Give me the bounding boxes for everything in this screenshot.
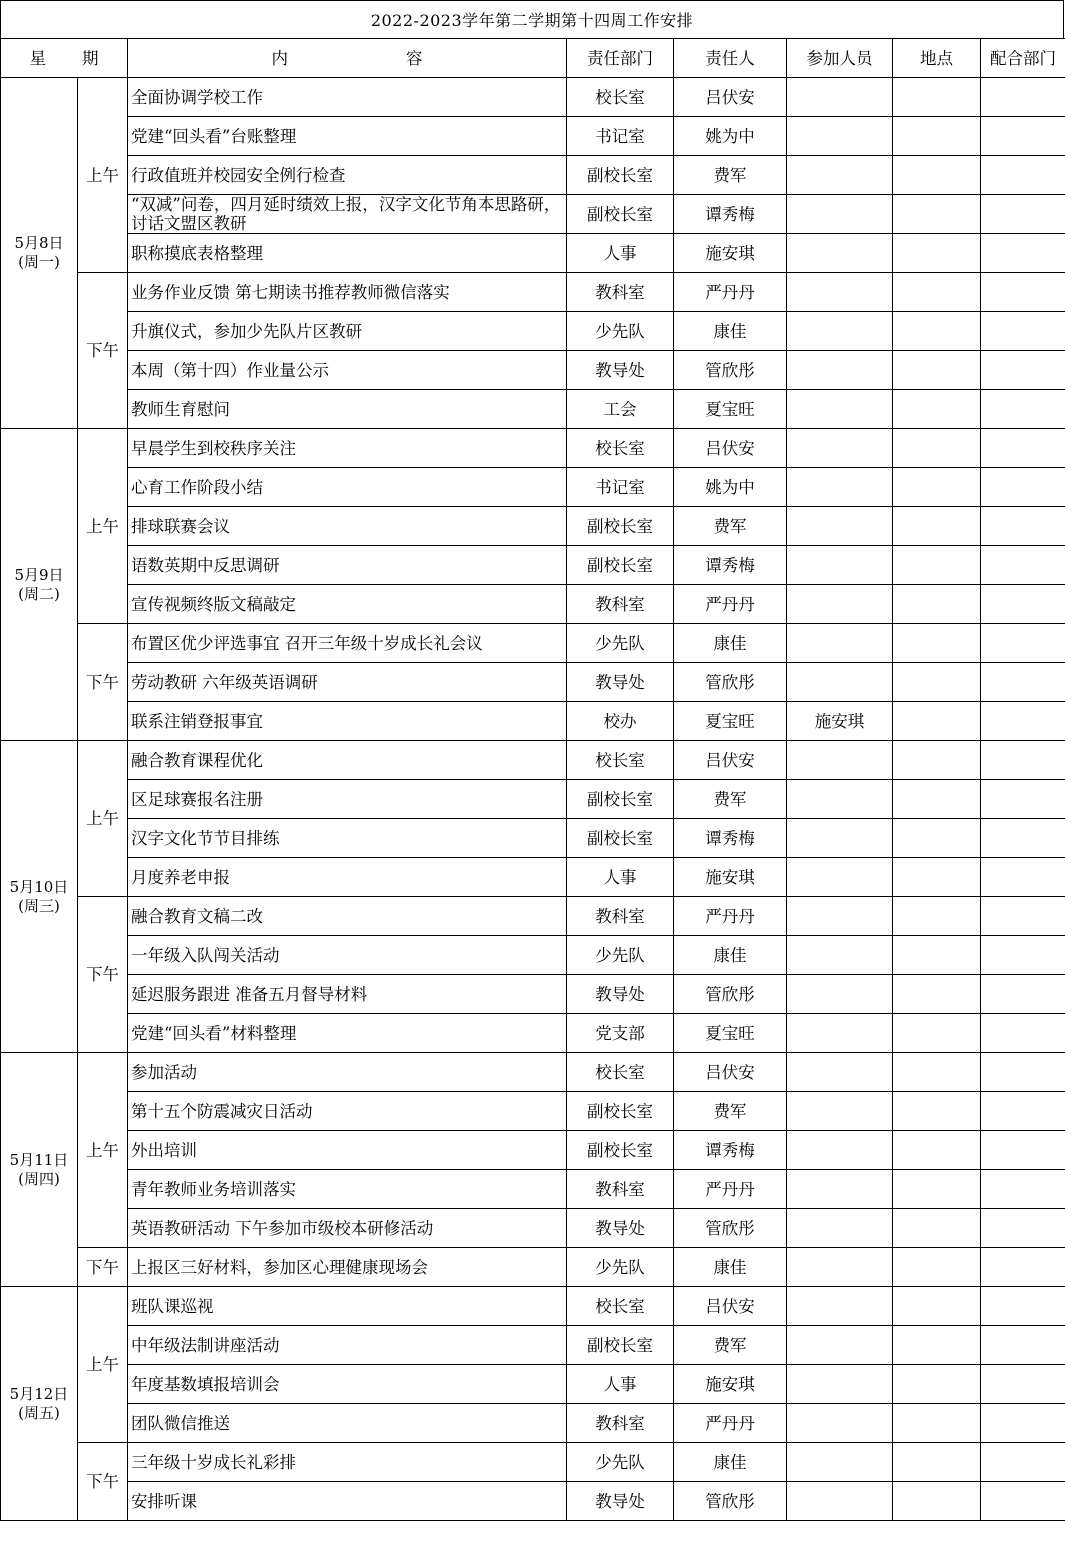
table-row — [1, 234, 1065, 273]
participants — [787, 1365, 893, 1404]
coop-dept — [981, 663, 1065, 702]
responsible-dept: 少先队 — [567, 1248, 674, 1287]
table-row — [1, 390, 1065, 429]
responsible-person: 吕伏安 — [674, 78, 787, 117]
responsible-dept: 少先队 — [567, 1443, 674, 1482]
coop-dept — [981, 507, 1065, 546]
task-content: 月度养老申报 — [128, 858, 567, 897]
responsible-dept: 书记室 — [567, 468, 674, 507]
responsible-person: 管欣彤 — [674, 1209, 787, 1248]
responsible-person: 谭秀梅 — [674, 819, 787, 858]
responsible-person: 严丹丹 — [674, 1170, 787, 1209]
day-weekday: (周一) — [18, 253, 60, 271]
day-cell — [1, 1053, 78, 1287]
location — [893, 1209, 981, 1248]
task-content: 职称摸底表格整理 — [128, 234, 567, 273]
responsible-dept: 副校长室 — [567, 546, 674, 585]
task-content: 教师生育慰问 — [128, 390, 567, 429]
table-row — [1, 897, 1065, 936]
morning-label: 上午 — [78, 1287, 128, 1443]
responsible-person: 康佳 — [674, 1443, 787, 1482]
day-cell — [1, 741, 78, 1053]
day-cell — [1, 1287, 78, 1521]
location — [893, 1248, 981, 1287]
table-row — [1, 1014, 1065, 1053]
task-content: 外出培训 — [128, 1131, 567, 1170]
participants — [787, 1209, 893, 1248]
responsible-dept: 副校长室 — [567, 507, 674, 546]
task-content: 上报区三好材料，参加区心理健康现场会 — [128, 1248, 567, 1287]
participants — [787, 897, 893, 936]
participants — [787, 1443, 893, 1482]
coop-dept — [981, 702, 1065, 741]
location — [893, 156, 981, 195]
participants — [787, 624, 893, 663]
responsible-person: 严丹丹 — [674, 273, 787, 312]
responsible-person: 管欣彤 — [674, 975, 787, 1014]
responsible-person: 吕伏安 — [674, 1053, 787, 1092]
responsible-dept: 校长室 — [567, 1053, 674, 1092]
task-content: 中年级法制讲座活动 — [128, 1326, 567, 1365]
morning-label: 上午 — [78, 429, 128, 624]
coop-dept — [981, 1326, 1065, 1365]
responsible-person: 费军 — [674, 156, 787, 195]
table-row — [1, 78, 1065, 117]
responsible-person: 费军 — [674, 507, 787, 546]
responsible-person: 谭秀梅 — [674, 195, 787, 234]
header-location: 地点 — [893, 39, 981, 78]
table-row — [1, 975, 1065, 1014]
table-row — [1, 117, 1065, 156]
participants — [787, 390, 893, 429]
responsible-person: 费军 — [674, 1326, 787, 1365]
coop-dept — [981, 741, 1065, 780]
location — [893, 468, 981, 507]
day-date: 5月11日 — [9, 1150, 69, 1169]
table-row — [1, 156, 1065, 195]
participants — [787, 1014, 893, 1053]
coop-dept — [981, 1209, 1065, 1248]
responsible-person: 夏宝旺 — [674, 1014, 787, 1053]
header-weekday-a: 星 — [29, 48, 46, 68]
participants — [787, 1248, 893, 1287]
responsible-dept: 教导处 — [567, 1209, 674, 1248]
task-content: 布置区优少评选事宜 召开三年级十岁成长礼会议 — [128, 624, 567, 663]
header-coop-dept: 配合部门 — [981, 39, 1065, 78]
responsible-dept: 副校长室 — [567, 156, 674, 195]
responsible-person: 吕伏安 — [674, 429, 787, 468]
participants — [787, 1131, 893, 1170]
responsible-dept: 少先队 — [567, 624, 674, 663]
coop-dept — [981, 897, 1065, 936]
responsible-dept: 教导处 — [567, 663, 674, 702]
responsible-dept: 教科室 — [567, 273, 674, 312]
task-content: 融合教育文稿二改 — [128, 897, 567, 936]
coop-dept — [981, 1365, 1065, 1404]
participants — [787, 312, 893, 351]
participants — [787, 1092, 893, 1131]
task-content: 班队课巡视 — [128, 1287, 567, 1326]
responsible-dept: 教科室 — [567, 897, 674, 936]
responsible-dept: 副校长室 — [567, 1326, 674, 1365]
table-row — [1, 1482, 1065, 1521]
location — [893, 858, 981, 897]
header-content-b: 容 — [406, 48, 423, 68]
coop-dept — [981, 624, 1065, 663]
coop-dept — [981, 351, 1065, 390]
location — [893, 1365, 981, 1404]
day-date: 5月9日 — [14, 565, 64, 584]
table-row — [1, 858, 1065, 897]
participants — [787, 936, 893, 975]
responsible-dept: 校长室 — [567, 1287, 674, 1326]
task-content: 全面协调学校工作 — [128, 78, 567, 117]
responsible-dept: 人事 — [567, 858, 674, 897]
participants — [787, 1482, 893, 1521]
responsible-person: 管欣彤 — [674, 1482, 787, 1521]
table-row — [1, 1170, 1065, 1209]
coop-dept — [981, 585, 1065, 624]
responsible-person: 谭秀梅 — [674, 1131, 787, 1170]
coop-dept — [981, 117, 1065, 156]
afternoon-label: 下午 — [78, 897, 128, 1053]
participants — [787, 858, 893, 897]
task-content: 升旗仪式，参加少先队片区教研 — [128, 312, 567, 351]
day-weekday: (周二) — [18, 584, 60, 603]
coop-dept — [981, 234, 1065, 273]
responsible-person: 严丹丹 — [674, 897, 787, 936]
table-row — [1, 468, 1065, 507]
responsible-dept: 教导处 — [567, 351, 674, 390]
responsible-person: 康佳 — [674, 1248, 787, 1287]
task-content: 青年教师业务培训落实 — [128, 1170, 567, 1209]
responsible-person: 谭秀梅 — [674, 546, 787, 585]
location — [893, 780, 981, 819]
task-content: 排球联赛会议 — [128, 507, 567, 546]
location — [893, 390, 981, 429]
task-content: 团队微信推送 — [128, 1404, 567, 1443]
responsible-person: 施安琪 — [674, 1365, 787, 1404]
responsible-dept: 党支部 — [567, 1014, 674, 1053]
responsible-dept: 人事 — [567, 234, 674, 273]
coop-dept — [981, 1443, 1065, 1482]
responsible-person: 管欣彤 — [674, 351, 787, 390]
task-content: 行政值班并校园安全例行检查 — [128, 156, 567, 195]
task-content: 党建“回头看”材料整理 — [128, 1014, 567, 1053]
coop-dept — [981, 78, 1065, 117]
day-date: 5月10日 — [9, 877, 69, 896]
task-content: 语数英期中反思调研 — [128, 546, 567, 585]
participants: 施安琪 — [787, 702, 893, 741]
responsible-dept: 少先队 — [567, 312, 674, 351]
responsible-dept: 副校长室 — [567, 1131, 674, 1170]
location — [893, 1053, 981, 1092]
location — [893, 1131, 981, 1170]
day-date: 5月12日 — [9, 1384, 69, 1403]
location — [893, 1092, 981, 1131]
table-row — [1, 936, 1065, 975]
responsible-person: 严丹丹 — [674, 585, 787, 624]
coop-dept — [981, 546, 1065, 585]
responsible-dept: 工会 — [567, 390, 674, 429]
table-row — [1, 1131, 1065, 1170]
participants — [787, 1404, 893, 1443]
coop-dept — [981, 858, 1065, 897]
responsible-dept: 教导处 — [567, 975, 674, 1014]
table-row — [1, 1404, 1065, 1443]
task-content: 汉字文化节节目排练 — [128, 819, 567, 858]
day-cell — [1, 78, 78, 429]
header-weekday-b: 期 — [82, 48, 99, 68]
table-row — [1, 1248, 1065, 1287]
coop-dept — [981, 1092, 1065, 1131]
task-content: 心育工作阶段小结 — [128, 468, 567, 507]
task-content: 区足球赛报名注册 — [128, 780, 567, 819]
location — [893, 546, 981, 585]
location — [893, 624, 981, 663]
task-content: 参加活动 — [128, 1053, 567, 1092]
coop-dept — [981, 1482, 1065, 1521]
task-content: 劳动教研 六年级英语调研 — [128, 663, 567, 702]
location — [893, 1404, 981, 1443]
header-content — [128, 39, 567, 78]
day-weekday: (周四) — [18, 1169, 60, 1188]
header-dept: 责任部门 — [567, 39, 674, 78]
location — [893, 741, 981, 780]
task-content: 融合教育课程优化 — [128, 741, 567, 780]
table-row — [1, 195, 1065, 234]
task-content: 三年级十岁成长礼彩排 — [128, 1443, 567, 1482]
task-content: “双减”问卷，四月延时绩效上报，汉字文化节角本思路研，讨话文盟区教研 — [128, 195, 567, 234]
table-row — [1, 741, 1065, 780]
location — [893, 936, 981, 975]
task-content: 本周（第十四）作业量公示 — [128, 351, 567, 390]
participants — [787, 741, 893, 780]
participants — [787, 1326, 893, 1365]
location — [893, 897, 981, 936]
coop-dept — [981, 1053, 1065, 1092]
task-content: 早晨学生到校秩序关注 — [128, 429, 567, 468]
responsible-person: 姚为中 — [674, 468, 787, 507]
location — [893, 195, 981, 234]
responsible-person: 康佳 — [674, 936, 787, 975]
task-content: 党建“回头看”台账整理 — [128, 117, 567, 156]
responsible-dept: 校办 — [567, 702, 674, 741]
table-row — [1, 507, 1065, 546]
coop-dept — [981, 312, 1065, 351]
task-content: 延迟服务跟进 准备五月督导材料 — [128, 975, 567, 1014]
responsible-person: 夏宝旺 — [674, 702, 787, 741]
responsible-dept: 教科室 — [567, 1170, 674, 1209]
responsible-person: 费军 — [674, 780, 787, 819]
table-row — [1, 780, 1065, 819]
responsible-dept: 书记室 — [567, 117, 674, 156]
task-content: 业务作业反馈 第七期读书推荐教师微信落实 — [128, 273, 567, 312]
task-content: 年度基数填报培训会 — [128, 1365, 567, 1404]
participants — [787, 1053, 893, 1092]
responsible-dept: 副校长室 — [567, 780, 674, 819]
participants — [787, 468, 893, 507]
location — [893, 975, 981, 1014]
table-row — [1, 429, 1065, 468]
participants — [787, 78, 893, 117]
header-row — [1, 39, 1065, 78]
table-row — [1, 1365, 1065, 1404]
location — [893, 1482, 981, 1521]
participants — [787, 1170, 893, 1209]
location — [893, 1014, 981, 1053]
responsible-person: 夏宝旺 — [674, 390, 787, 429]
location — [893, 1326, 981, 1365]
location — [893, 351, 981, 390]
responsible-person: 施安琪 — [674, 858, 787, 897]
participants — [787, 507, 893, 546]
responsible-person: 康佳 — [674, 624, 787, 663]
coop-dept — [981, 1014, 1065, 1053]
coop-dept — [981, 975, 1065, 1014]
day-cell — [1, 429, 78, 741]
location — [893, 312, 981, 351]
task-content: 宣传视频终版文稿敲定 — [128, 585, 567, 624]
responsible-person: 管欣彤 — [674, 663, 787, 702]
schedule-table — [0, 38, 1065, 1521]
task-content: 英语教研活动 下午参加市级校本研修活动 — [128, 1209, 567, 1248]
location — [893, 507, 981, 546]
participants — [787, 117, 893, 156]
participants — [787, 1287, 893, 1326]
table-row — [1, 1443, 1065, 1482]
coop-dept — [981, 156, 1065, 195]
coop-dept — [981, 195, 1065, 234]
task-content: 第十五个防震减灾日活动 — [128, 1092, 567, 1131]
location — [893, 1170, 981, 1209]
afternoon-label: 下午 — [78, 1443, 128, 1521]
table-row — [1, 546, 1065, 585]
morning-label: 上午 — [78, 741, 128, 897]
responsible-person: 严丹丹 — [674, 1404, 787, 1443]
location — [893, 429, 981, 468]
table-row — [1, 1287, 1065, 1326]
responsible-person: 吕伏安 — [674, 1287, 787, 1326]
responsible-dept: 副校长室 — [567, 195, 674, 234]
location — [893, 1287, 981, 1326]
responsible-person: 康佳 — [674, 312, 787, 351]
coop-dept — [981, 1131, 1065, 1170]
coop-dept — [981, 1248, 1065, 1287]
morning-label: 上午 — [78, 78, 128, 273]
participants — [787, 663, 893, 702]
afternoon-label: 下午 — [78, 1248, 128, 1287]
participants — [787, 975, 893, 1014]
participants — [787, 546, 893, 585]
header-person: 责任人 — [674, 39, 787, 78]
participants — [787, 273, 893, 312]
participants — [787, 351, 893, 390]
coop-dept — [981, 819, 1065, 858]
responsible-dept: 少先队 — [567, 936, 674, 975]
responsible-dept: 校长室 — [567, 78, 674, 117]
responsible-dept: 副校长室 — [567, 1092, 674, 1131]
coop-dept — [981, 390, 1065, 429]
coop-dept — [981, 780, 1065, 819]
table-row — [1, 351, 1065, 390]
table-row — [1, 1209, 1065, 1248]
responsible-person: 费军 — [674, 1092, 787, 1131]
task-content: 一年级入队闯关活动 — [128, 936, 567, 975]
header-content-a: 内 — [271, 48, 288, 68]
afternoon-label: 下午 — [78, 273, 128, 429]
afternoon-label: 下午 — [78, 624, 128, 741]
schedule-body — [1, 78, 1065, 1521]
responsible-dept: 教科室 — [567, 585, 674, 624]
table-row — [1, 819, 1065, 858]
participants — [787, 429, 893, 468]
table-row — [1, 1053, 1065, 1092]
location — [893, 234, 981, 273]
sheet-title: 2022-2023学年第二学期第十四周工作安排 — [0, 0, 1064, 38]
table-row — [1, 312, 1065, 351]
location — [893, 1443, 981, 1482]
participants — [787, 156, 893, 195]
responsible-person: 姚为中 — [674, 117, 787, 156]
coop-dept — [981, 468, 1065, 507]
location — [893, 819, 981, 858]
location — [893, 585, 981, 624]
task-content: 联系注销登报事宜 — [128, 702, 567, 741]
coop-dept — [981, 1287, 1065, 1326]
header-participants: 参加人员 — [787, 39, 893, 78]
table-row — [1, 702, 1065, 741]
task-content: 安排听课 — [128, 1482, 567, 1521]
header-weekday — [1, 39, 128, 78]
table-row — [1, 1092, 1065, 1131]
morning-label: 上午 — [78, 1053, 128, 1248]
day-weekday: (周五) — [18, 1403, 60, 1422]
participants — [787, 234, 893, 273]
coop-dept — [981, 273, 1065, 312]
table-row — [1, 663, 1065, 702]
table-row — [1, 273, 1065, 312]
participants — [787, 195, 893, 234]
responsible-dept: 人事 — [567, 1365, 674, 1404]
table-row — [1, 1326, 1065, 1365]
coop-dept — [981, 1170, 1065, 1209]
location — [893, 273, 981, 312]
coop-dept — [981, 429, 1065, 468]
location — [893, 663, 981, 702]
coop-dept — [981, 936, 1065, 975]
responsible-dept: 副校长室 — [567, 819, 674, 858]
day-weekday: (周三) — [18, 896, 60, 915]
table-row — [1, 585, 1065, 624]
responsible-dept: 教科室 — [567, 1404, 674, 1443]
responsible-person: 施安琪 — [674, 234, 787, 273]
responsible-dept: 教导处 — [567, 1482, 674, 1521]
coop-dept — [981, 1404, 1065, 1443]
location — [893, 78, 981, 117]
responsible-dept: 校长室 — [567, 429, 674, 468]
participants — [787, 819, 893, 858]
participants — [787, 780, 893, 819]
responsible-dept: 校长室 — [567, 741, 674, 780]
participants — [787, 585, 893, 624]
location — [893, 702, 981, 741]
table-row — [1, 624, 1065, 663]
location — [893, 117, 981, 156]
responsible-person: 吕伏安 — [674, 741, 787, 780]
day-date: 5月8日 — [14, 234, 64, 252]
